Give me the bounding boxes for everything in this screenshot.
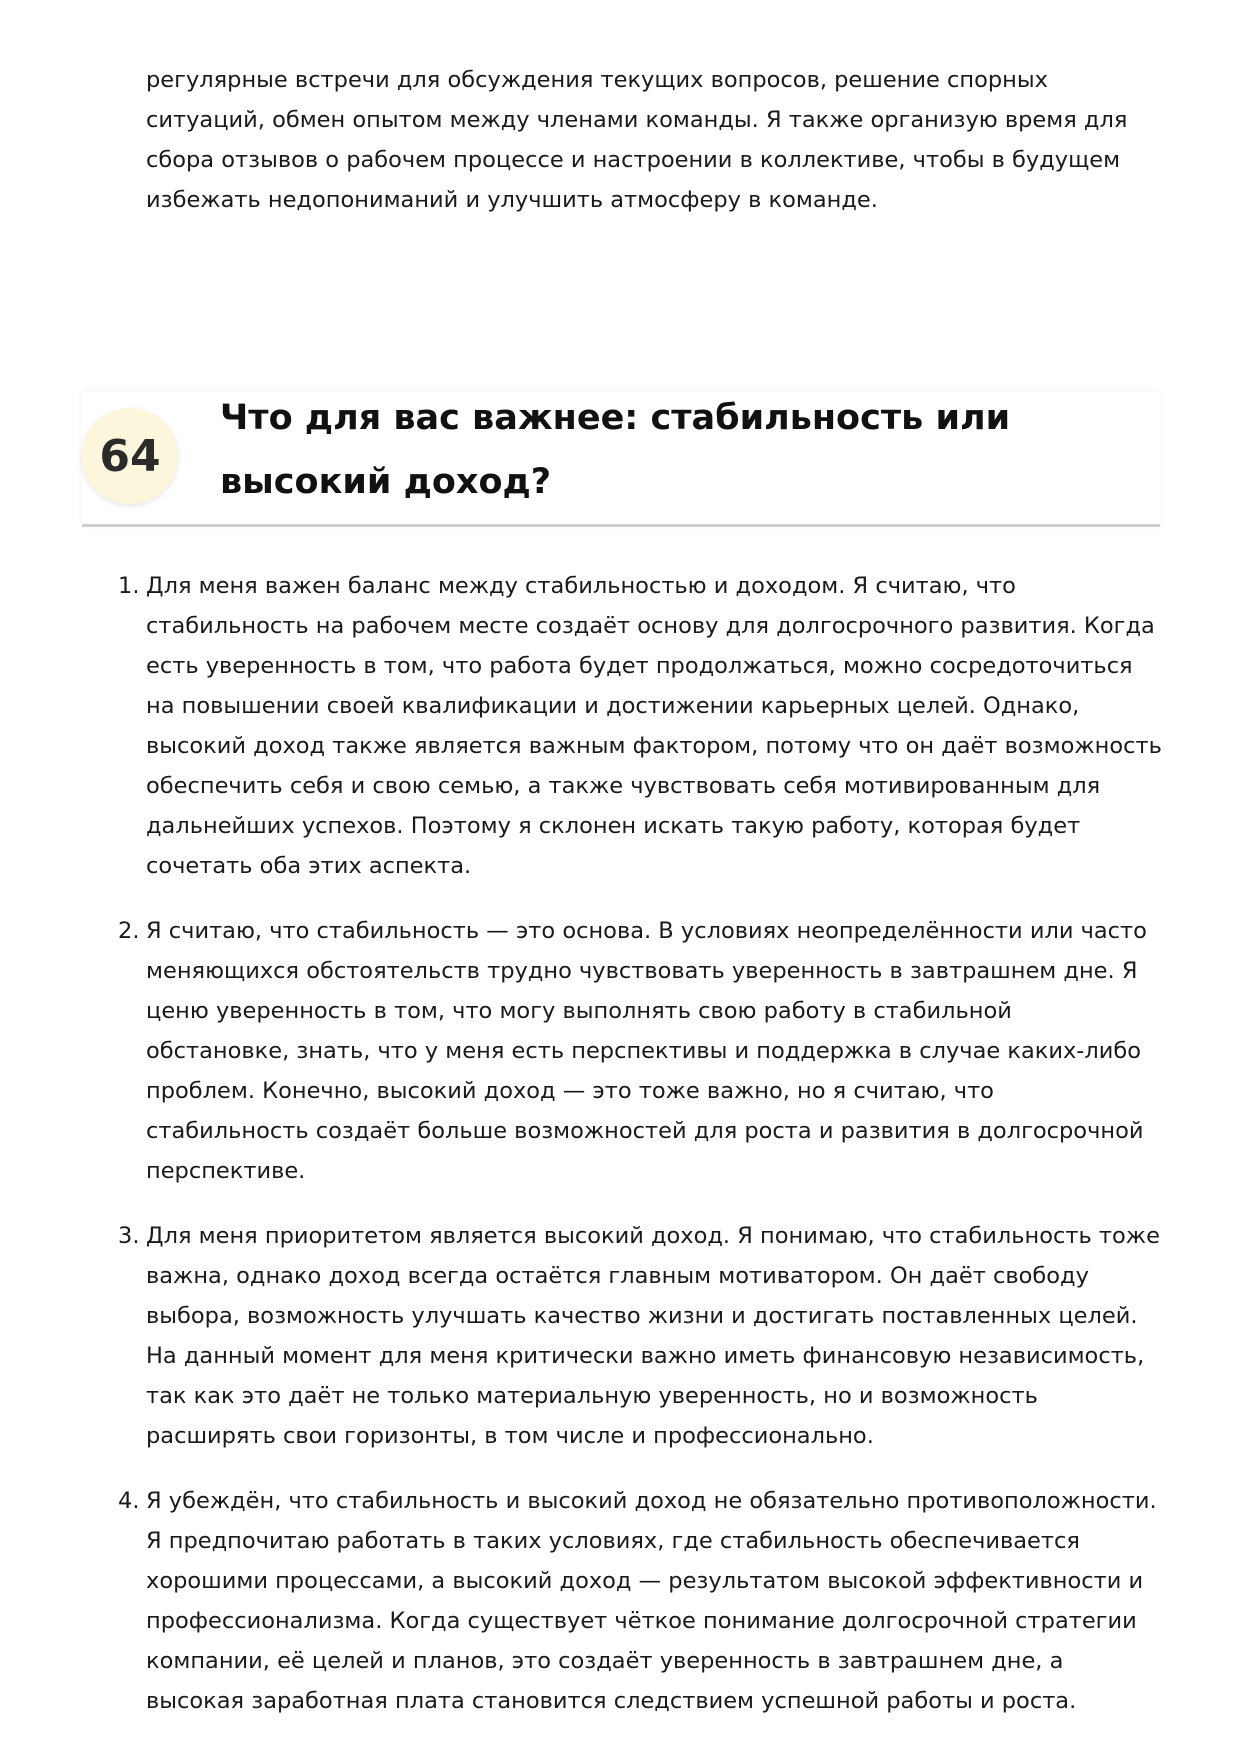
- question-number-badge: 64: [82, 408, 178, 504]
- answer-number: 3.: [118, 1223, 140, 1249]
- answer-item: [118, 1481, 1162, 1721]
- answer-item: [118, 566, 1162, 886]
- answer-text: Я убеждён, что стабильность и высокий доход не обязательно противоположности. Я предпочитаю работать в таких условиях, где стабильность обеспечивается хорошими процессами, а высокий доход — результатом высокой эффективности и профессионализма. Когда существует чёткое понимание долгосрочной стратегии компании, её целей и планов, это создаёт уверенность в завтрашнем дне, а высокая заработная плата становится следствием успешной работы и роста.: [146, 1488, 1157, 1714]
- answer-item: [118, 911, 1162, 1191]
- question-header: [82, 392, 1160, 527]
- answer-text: Я считаю, что стабильность — это основа. В условиях неопределённости или часто меняющихся обстоятельств трудно чувствовать уверенность в завтрашнем дне. Я ценю уверенность в том, что могу выполнять свою работу в стабильной обстановке, знать, что у меня есть перспективы и поддержка в случае каких-либо проблем. Конечно, высокий доход — это тоже важно, но я считаю, что стабильность создаёт больше возможностей для роста и развития в долгосрочной перспективе.: [146, 918, 1147, 1184]
- answer-item: [118, 1216, 1162, 1456]
- answers-list: [118, 566, 1162, 1746]
- answer-number: 2.: [118, 918, 140, 944]
- answer-text: Для меня приоритетом является высокий доход. Я понимаю, что стабильность тоже важна, однако доход всегда остаётся главным мотиватором. Он даёт свободу выбора, возможность улучшать качество жизни и достигать поставленных целей. На данный момент для меня критически важно иметь финансовую независимость, так как это даёт не только материальную уверенность, но и возможность расширять свои горизонты, в том числе и профессионально.: [146, 1223, 1160, 1449]
- answer-number: 4.: [118, 1488, 140, 1514]
- intro-paragraph: регулярные встречи для обсуждения текущих вопросов, решение спорных ситуаций, обмен опытом между членами команды. Я также организую время для сбора отзывов о рабочем процессе и настроении в коллективе, чтобы в будущем избежать недопониманий и улучшить атмосферу в команде.: [146, 67, 1128, 213]
- question-title: Что для вас важнее: стабильность или высокий доход?: [220, 398, 1011, 502]
- answer-text: Для меня важен баланс между стабильностью и доходом. Я считаю, что стабильность на рабочем месте создаёт основу для долгосрочного развития. Когда есть уверенность в том, что работа будет продолжаться, можно сосредоточиться на повышении своей квалификации и достижении карьерных целей. Однако, высокий доход также является важным фактором, потому что он даёт возможность обеспечить себя и свою семью, а также чувствовать себя мотивированным для дальнейших успехов. Поэтому я склонен искать такую работу, которая будет сочетать оба этих аспекта.: [146, 573, 1162, 879]
- answer-number: 1.: [118, 573, 140, 599]
